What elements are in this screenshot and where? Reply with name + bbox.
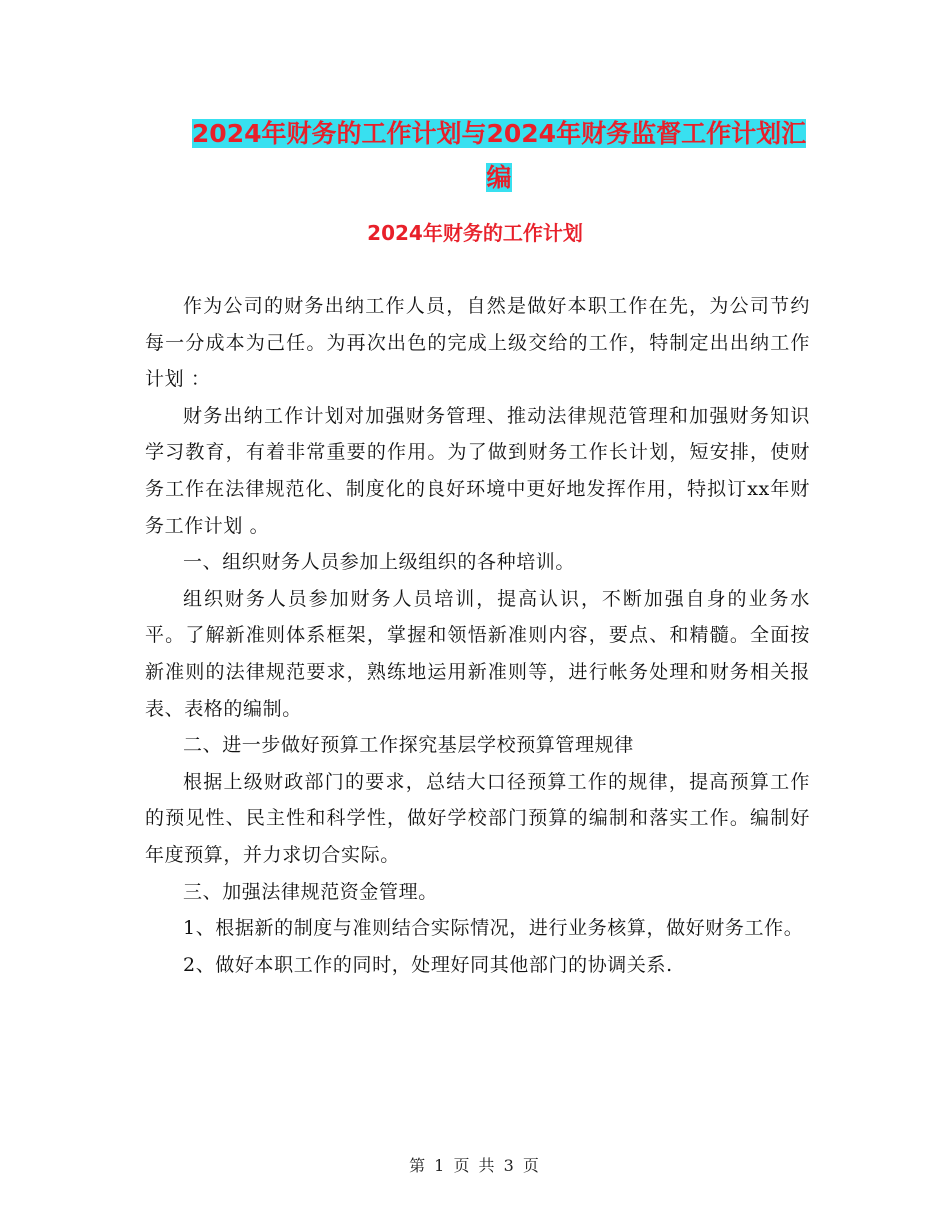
list-item: 2、做好本职工作的同时，处理好同其他部门的协调关系. [183, 953, 673, 976]
page-footer: 第 1 页 共 3 页 [409, 1156, 541, 1175]
heading-item-3: 三、加强法律规范资金管理。 [183, 880, 438, 903]
heading-item-1: 一、组织财务人员参加上级组织的各种培训。 [183, 551, 576, 574]
document-body [145, 288, 810, 983]
document-title-text: 2024年财务的工作计划与2024年财务监督工作计划汇编 [191, 119, 807, 192]
list-item: 1、根据新的制度与准则结合实际情况，进行业务核算，做好财务工作。 [183, 917, 804, 940]
paragraph: 根据上级财政部门的要求，总结大口径预算工作的规律，提高预算工作的预见性、民主性和科学性，做好学校部门预算的编制和落实工作。编制好年度预算，并力求切合实际。 [145, 770, 810, 866]
section-title: 2024年财务的工作计划 [367, 221, 583, 245]
paragraph: 作为公司的财务出纳工作人员，自然是做好本职工作在先，为公司节约每一分成本为己任。为再次出色的完成上级交给的工作，特制定出出纳工作计划 ： [145, 295, 810, 391]
document-title [185, 112, 813, 200]
heading-item-2: 二、进一步做好预算工作探究基层学校预算管理规律 [183, 734, 634, 757]
paragraph: 财务出纳工作计划对加强财务管理、推动法律规范管理和加强财务知识学习教育，有着非常重要的作用。为了做到财务工作长计划，短安排，使财务工作在法律规范化、制度化的良好环境中更好地发挥作用，特拟订xx年财务工作计划 。 [145, 404, 810, 537]
paragraph: 组织财务人员参加财务人员培训，提高认识，不断加强自身的业务水平。了解新准则体系框架，掌握和领悟新准则内容，要点、和精髓。全面按新准则的法律规范要求，熟练地运用新准则等，进行帐务处理和财务相关报表、表格的编制。 [145, 587, 810, 720]
